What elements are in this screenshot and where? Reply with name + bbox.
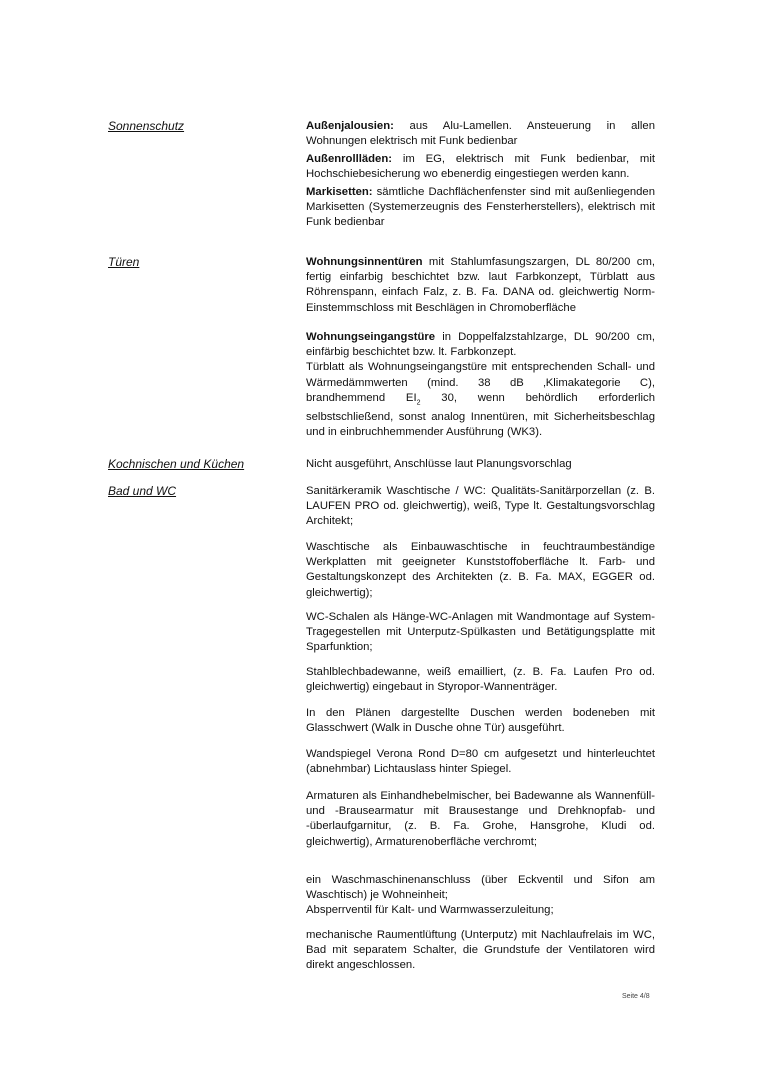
paragraph-badewanne: Stahlblechbadewanne, weiß emailliert, (z. B. Fa. Laufen Pro od. gleichwertig) eingebaut in Styropor-Wannenträger. [306, 666, 655, 694]
text-wohnungseingangstuere-3: 30, wenn behördlich erforderlich selbstschließend, sonst analog Innentüren, mit Sicherheitsbeschlag und in einbruchhemmender Ausführung (WK3). [306, 391, 655, 439]
bad-paragraph-3 [306, 610, 655, 656]
text-markisetten: sämtliche Dachflächenfenster sind mit außenliegenden Markisetten (Systemerzeugnis des Fensterherstellers), elektrisch mit Funk bedienbar [306, 186, 655, 229]
subscript-ei: 2 [416, 399, 421, 407]
section-body-wohnungseingangstuere [306, 330, 655, 441]
section-label-tueren: Türen [108, 255, 140, 269]
text-wohnungseingangstuere-1: in Doppelfalzstahlzarge, DL 90/200 cm, einfärbig beschichtet bzw. lt. Farbkonzept. [306, 331, 655, 359]
bad-paragraph-4 [306, 665, 655, 695]
bad-paragraph-9 [306, 928, 655, 974]
paragraph-waschmaschinenanschluss: ein Waschmaschinenanschluss (über Eckventil und Sifon am Waschtisch) je Wohneinheit; [306, 874, 655, 902]
bad-paragraph-7 [306, 789, 655, 850]
section-body-aussenrolllaeden [306, 152, 655, 182]
section-label-bad: Bad und WC [108, 484, 177, 498]
section-label-sonnenschutz: Sonnenschutz [108, 119, 185, 133]
bad-paragraph-2 [306, 540, 655, 601]
bad-paragraph-1 [306, 484, 655, 530]
page-number: Seite 4/8 [622, 993, 650, 1000]
term-wohnungsinnentueren: Wohnungsinnentüren [306, 256, 423, 268]
bad-paragraph-5 [306, 706, 655, 736]
section-body-sonnenschutz [306, 119, 655, 149]
section-label-kochnischen: Kochnischen und Küchen [108, 457, 245, 471]
text-wohnungseingangstuere-2: Türblatt als Wohnungseingangstüre mit entsprechenden Schall- und Wärmedämmwerten (mind. 38 dB ‚Klimakategorie C), brandhemmend EI [306, 361, 655, 404]
term-markisetten: Markisetten: [306, 186, 373, 198]
paragraph-absperrventil: Absperrventil für Kalt- und Warmwasserzuleitung; [306, 904, 554, 917]
paragraph-waschtische: Waschtische als Einbauwaschtische in feuchtraumbeständige Werkplatten mit geeigneter Kunststoffoberfläche lt. Farb- und Gestaltungskonzept des Architekten (z. B. Fa. MAX, EGGER od. gleichwertig); [306, 541, 655, 599]
paragraph-wohnungseingangstuere-details [306, 360, 655, 440]
paragraph-armaturen: Armaturen als Einhandhebelmischer, bei Badewanne als Wannenfüll- und -Brausearmatur mit Brausestange und Drehknopfab- und -überlaufgarnitur, (z. B. Fa. Grohe, Hansgrohe, Kludi od. gleichwertig), Armaturenoberfläche verchromt; [306, 790, 655, 848]
paragraph-raumentlueftung: mechanische Raumentlüftung (Unterputz) mit Nachlaufrelais im WC, Bad mit separatem Schalter, die Grundstufe der Ventilatoren wird direkt angeschlossen. [306, 929, 655, 972]
paragraph-aussenrolllaeden [306, 152, 655, 182]
term-wohnungseingangstuere: Wohnungseingangstüre [306, 331, 436, 343]
paragraph-kochnischen: Nicht ausgeführt, Anschlüsse laut Planungsvorschlag [306, 458, 572, 470]
bad-paragraph-8 [306, 873, 655, 919]
paragraph-wohnungsinnentueren [306, 255, 655, 316]
term-aussenrolllaeden: Außenrollläden: [306, 153, 392, 165]
section-body-kochnischen [306, 457, 655, 472]
section-body-wohnungsinnentueren [306, 255, 655, 316]
paragraph-markisetten [306, 185, 655, 231]
term-aussenjalousien: Außenjalousien: [306, 120, 394, 132]
paragraph-aussenjalousien [306, 119, 655, 149]
text-aussenjalousien: aus Alu-Lamellen. Ansteuerung in allen Wohnungen elektrisch mit Funk bedienbar [306, 120, 655, 148]
paragraph-wohnungseingangstuere [306, 330, 655, 360]
paragraph-wc-schalen: WC-Schalen als Hänge-WC-Anlagen mit Wandmontage auf System-Tragegestellen mit Unterputz-Spülkasten und Betätigungsplatte mit Sparfunktion; [306, 611, 655, 654]
paragraph-duschen: In den Plänen dargestellte Duschen werden bodeneben mit Glasschwert (Walk in Dusche ohne Tür) ausgeführt. [306, 707, 655, 735]
paragraph-sanitaerkeramik: Sanitärkeramik Waschtische / WC: Qualitäts-Sanitärporzellan (z. B. LAUFEN PRO od. gleichwertig), weiß, Type lt. Gestaltungsvorschlag Architekt; [306, 485, 655, 528]
section-body-markisetten [306, 185, 655, 231]
paragraph-wandspiegel: Wandspiegel Verona Rond D=80 cm aufgesetzt und hinterleuchtet (abnehmbar) Lichtauslass hinter Spiegel. [306, 748, 655, 776]
text-wohnungsinnentueren: mit Stahlumfasungszargen, DL 80/200 cm, fertig einfarbig beschichtet bzw. laut Farbkonzept, Türblatt aus Röhrenspann, einfach Falz, z. B. Fa. DANA od. gleichwertig Norm-Einstemmschloss mit Beschlägen in Chromoberfläche [306, 256, 655, 314]
bad-paragraph-6 [306, 747, 655, 777]
text-aussenrolllaeden: im EG, elektrisch mit Funk bedienbar, mit Hochschiebesicherung wo ebenerdig eingestiegen werden kann. [306, 153, 655, 181]
